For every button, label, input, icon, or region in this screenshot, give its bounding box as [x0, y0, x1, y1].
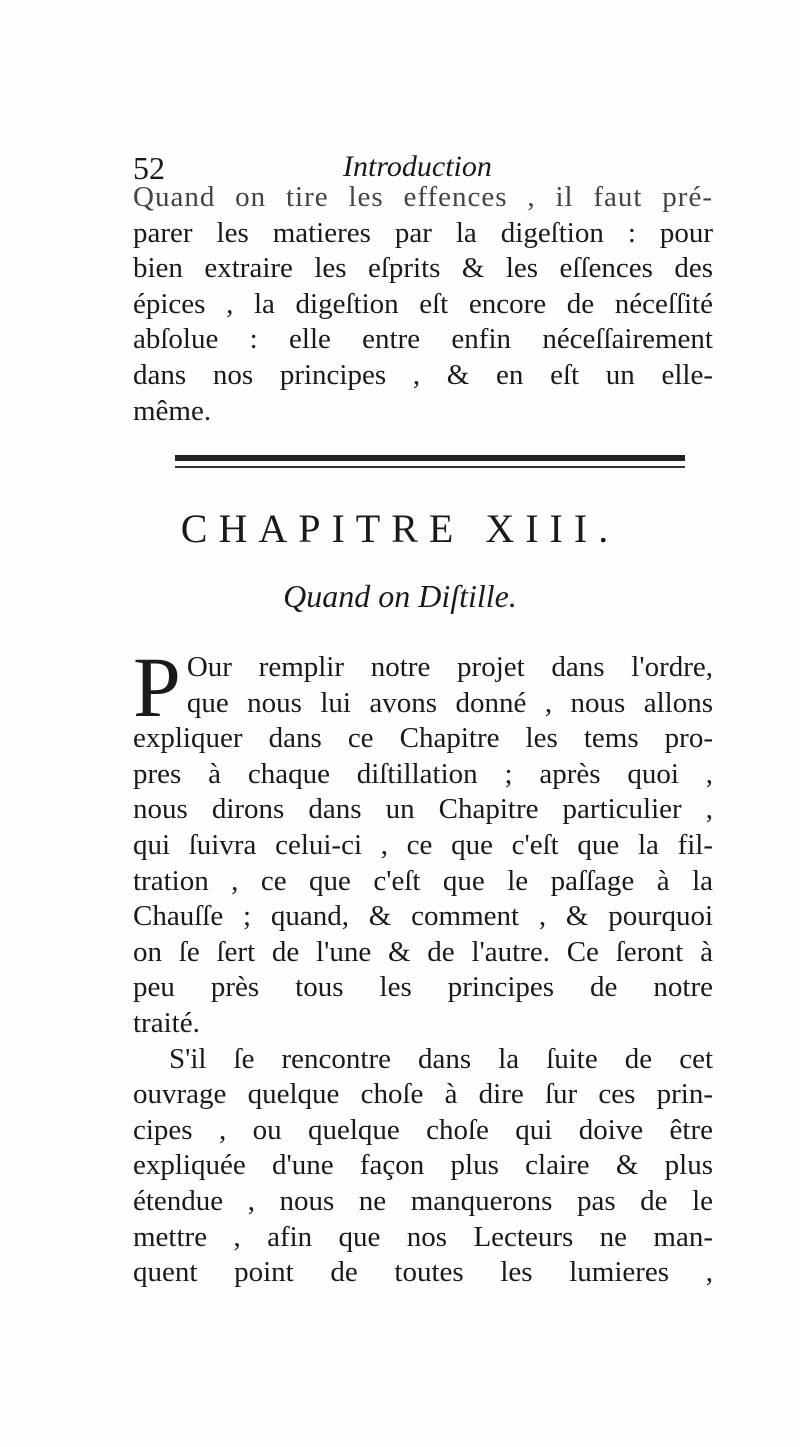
- text-line: parer les matieres par la digeſtion : pour: [133, 216, 713, 249]
- text-line: abſolue : elle entre enfin néceſſairement: [133, 323, 713, 356]
- chapter-title: CHAPITRE XIII.: [180, 506, 620, 551]
- text-line: Our remplir notre projet dans l'ordre,: [186, 651, 713, 683]
- drop-cap: P: [133, 639, 181, 735]
- chapter-subtitle: Quand on Diſtille.: [283, 578, 517, 614]
- text-line: dans nos principes , & en eſt un elle-: [133, 358, 713, 391]
- text-line: S'il ſe rencontre dans la ſuite de cet: [169, 1042, 713, 1075]
- text-line: expliquée d'une façon plus claire & plus: [133, 1149, 713, 1182]
- text-line: mettre , afin que nos Lecteurs ne man-: [133, 1220, 713, 1253]
- chapter-divider: [175, 455, 685, 468]
- text-line: pres à chaque diſtillation ; après quoi ,: [133, 757, 713, 790]
- text-line: expliquer dans ce Chapitre les tems pro-: [133, 722, 713, 755]
- text-line: épices , la digeſtion eſt encore de néceſſité: [133, 287, 713, 320]
- page-number: 52: [133, 150, 165, 186]
- text-line: étendue , nous ne manquerons pas de le: [133, 1184, 713, 1217]
- text-line: tration , ce que c'eſt que le paſſage à la: [133, 864, 713, 897]
- continuation-text: [133, 180, 713, 429]
- divider-thick-rule: [175, 455, 685, 461]
- text-line: cipes , ou quelque choſe qui doive être: [133, 1113, 713, 1146]
- divider-thin-rule: [175, 466, 685, 468]
- chapter-body: [133, 639, 713, 1291]
- text-line: que nous lui avons donné , nous allons: [186, 686, 713, 719]
- text-line: on ſe ſert de l'une & de l'autre. Ce ſeront à: [133, 935, 713, 968]
- text-line: Quand on tire les effences , il faut pré-: [133, 181, 713, 213]
- text-line: bien extraire les eſprits & les eſſences des: [133, 252, 713, 285]
- text-line: ouvrage quelque choſe à dire ſur ces prin-: [133, 1078, 713, 1111]
- text-line: nous dirons dans un Chapitre particulier ,: [133, 793, 713, 826]
- running-title: Introduction: [343, 150, 492, 183]
- text-line: Chauſſe ; quand, & comment , & pourquoi: [133, 900, 713, 933]
- text-line: qui ſuivra celui-ci , ce que c'eſt que la fil-: [133, 828, 713, 861]
- text-line: même.: [133, 394, 212, 427]
- text-line: peu près tous les principes de notre: [133, 971, 713, 1004]
- text-line: quent point de toutes les lumieres ,: [133, 1256, 713, 1289]
- text-line: traité.: [133, 1006, 200, 1039]
